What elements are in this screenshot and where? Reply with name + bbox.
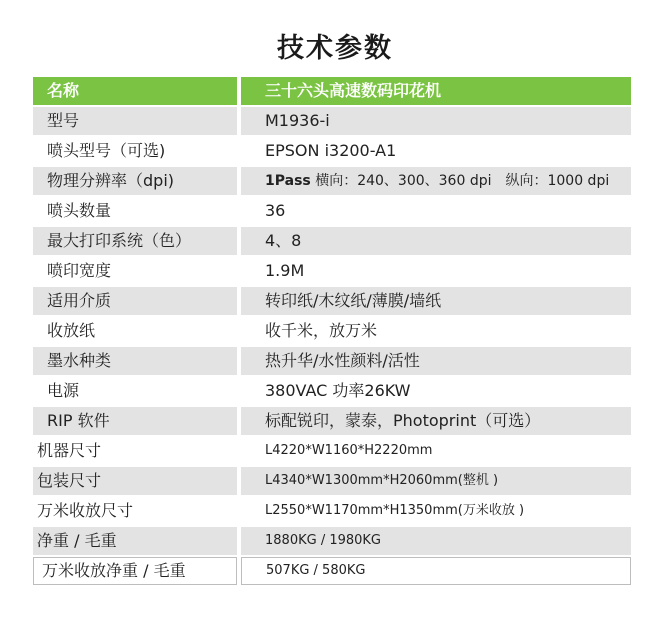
row-label: 万米收放净重 / 毛重 [33,557,237,585]
row-value: L4340*W1300mm*H2060mm(整机 ) [241,467,631,495]
header-name: 名称 [33,77,237,105]
table-row [33,377,631,405]
row-value: 36 [241,197,631,225]
table-row [33,227,631,255]
row-value: 507KG / 580KG [241,557,631,585]
row-label: 喷头型号（可选) [33,137,237,165]
row-label: 喷印宽度 [33,257,237,285]
row-label: 最大打印系统（色） [33,227,237,255]
row-label: 包装尺寸 [33,467,237,495]
row-label: 型号 [33,107,237,135]
table-row [33,557,631,585]
table-row [33,527,631,555]
table-row [33,107,631,135]
row-label: 墨水种类 [33,347,237,375]
table-row [33,167,631,195]
pass-label: 1Pass [265,173,311,189]
table-header [33,77,631,105]
row-value: 4、8 [241,227,631,255]
resolution-text: 横向：240、300、360 dpi 纵向：1000 dpi [315,173,610,189]
table-row [33,257,631,285]
page-title: 技术参数 [277,33,393,64]
row-value: 380VAC 功率26KW [241,377,631,405]
row-value: 1.9M [241,257,631,285]
spec-table [33,77,631,587]
row-value: 转印纸/木纹纸/薄膜/墙纸 [241,287,631,315]
row-label: 收放纸 [33,317,237,345]
row-label: 机器尺寸 [33,437,237,465]
table-row [33,437,631,465]
row-label: 物理分辨率（dpi) [33,167,237,195]
table-row [33,197,631,225]
row-label: 适用介质 [33,287,237,315]
row-value: L4220*W1160*H2220mm [241,437,631,465]
table-row [33,497,631,525]
row-label: 净重 / 毛重 [33,527,237,555]
row-label: 电源 [33,377,237,405]
table-row [33,407,631,435]
row-value [241,167,631,195]
row-value: EPSON i3200-A1 [241,137,631,165]
row-value: 1880KG / 1980KG [241,527,631,555]
row-value: L2550*W1170mm*H1350mm(万米收放 ) [241,497,631,525]
table-row [33,467,631,495]
table-row [33,347,631,375]
row-value: M1936-i [241,107,631,135]
row-value: 热升华/水性颜料/活性 [241,347,631,375]
header-value: 三十六头高速数码印花机 [241,77,631,105]
table-row [33,137,631,165]
row-value: 收千米，放万米 [241,317,631,345]
row-value: 标配锐印，蒙泰，Photoprint（可选） [241,407,631,435]
row-label: 万米收放尺寸 [33,497,237,525]
table-row [33,317,631,345]
row-label: RIP 软件 [33,407,237,435]
table-row [33,287,631,315]
row-label: 喷头数量 [33,197,237,225]
